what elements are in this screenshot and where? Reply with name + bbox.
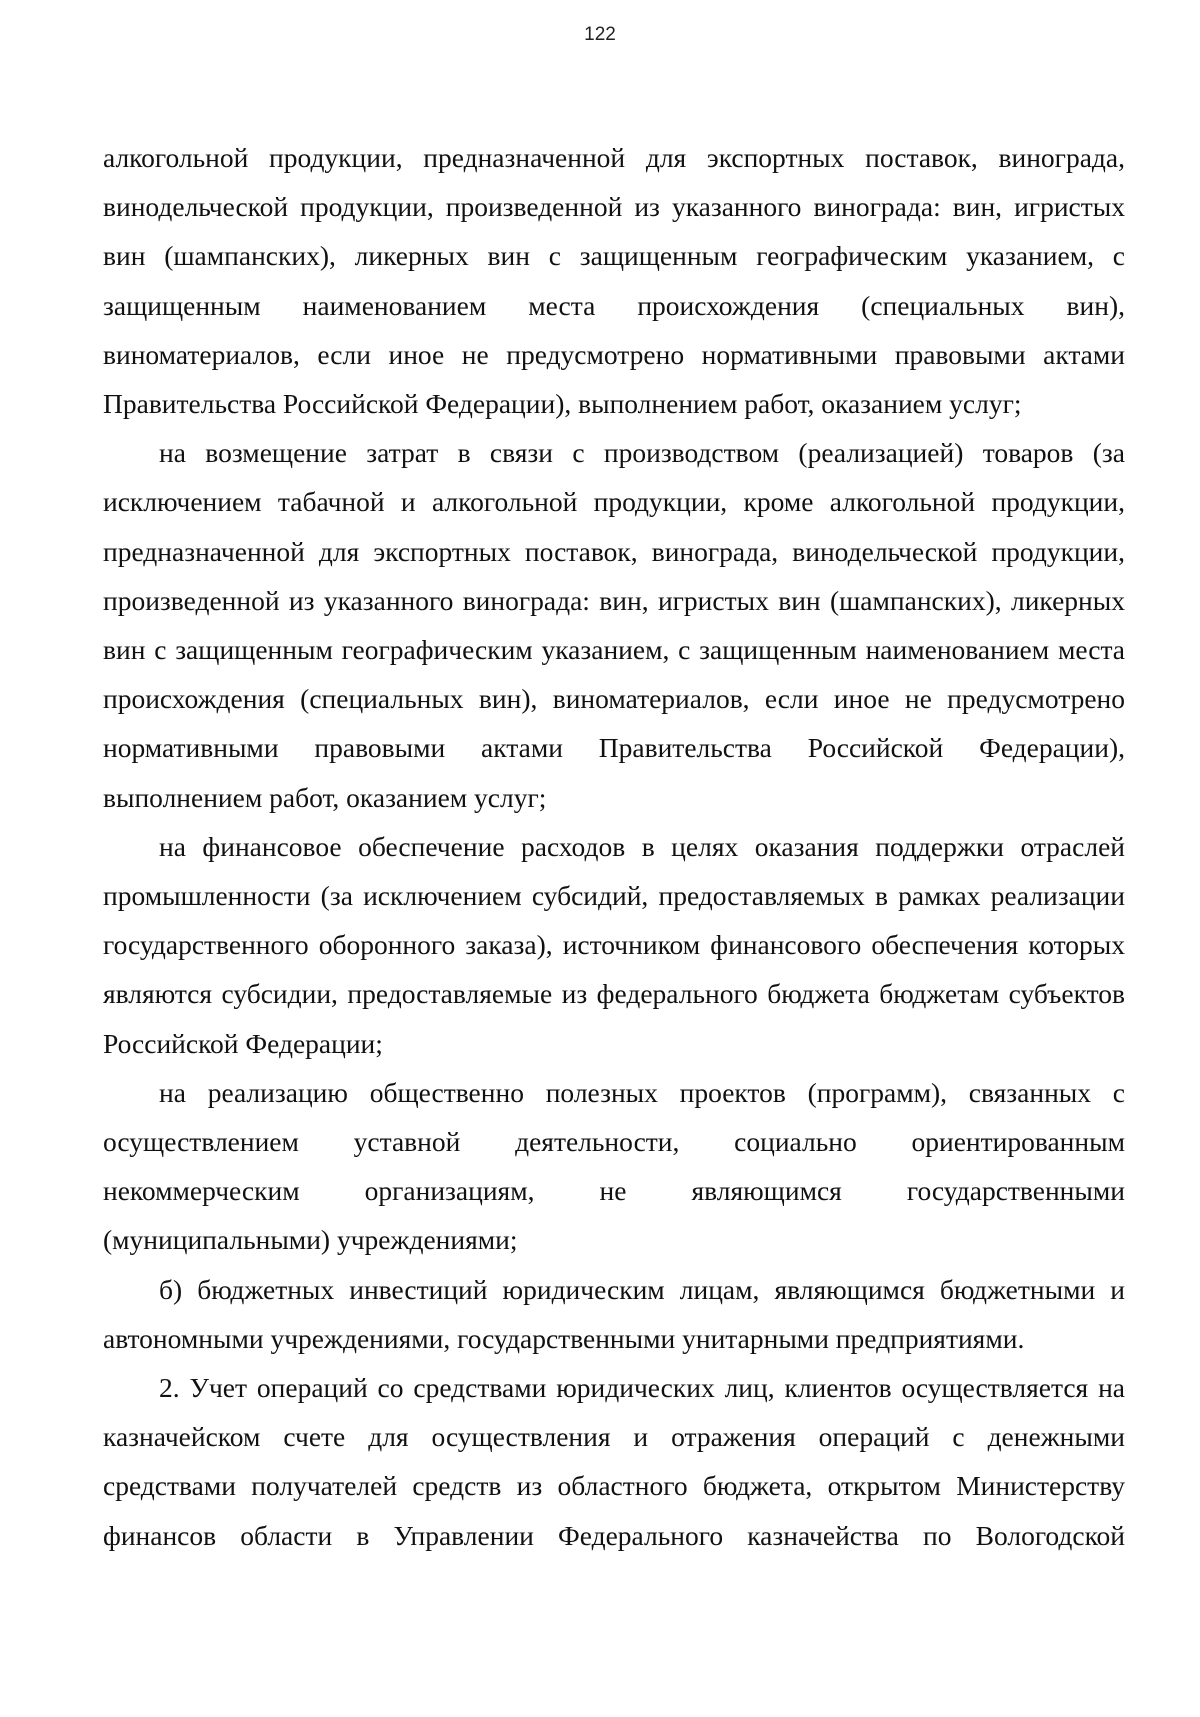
page-number: 122: [584, 24, 616, 45]
paragraph-budget-investments: б) бюджетных инвестиций юридическим лицам, являющимся бюджетными и автономными учреждениями, государственными унитарными предприятиями.: [103, 1273, 1125, 1354]
document-body: [103, 133, 1125, 1560]
paragraph-industry-support: на финансовое обеспечение расходов в целях оказания поддержки отраслей промышленности (за исключением субсидий, предоставляемых в рамках реализации государственного оборонного заказа), источником финансового обеспечения которых являются субсидии, предоставляемые из федерального бюджета бюджетам субъектов Российской Федерации;: [103, 830, 1125, 1059]
paragraph-accounting-operations: 2. Учет операций со средствами юридических лиц, клиентов осуществляется на казначейском счете для осуществления и отражения операций с денежными средствами получателей средств из областного бюджета, открытом Министерству финансов области в Управлении Федерального казначейства по Вологодской: [103, 1372, 1125, 1551]
paragraph-reimbursement: на возмещение затрат в связи с производством (реализацией) товаров (за исключением табачной и алкогольной продукции, кроме алкогольной продукции, предназначенной для экспортных поставок, винограда, винодельческой продукции, произведенной из указанного винограда: вин, игристых вин (шампанских), ликерных вин с защищенным географическим указанием, с защищенным наименованием места происхождения (специальных вин), виноматериалов, если иное не предусмотрено нормативными правовыми актами Правительства Российской Федерации), выполнением работ, оказанием услуг;: [103, 437, 1125, 813]
paragraph-nonprofit-projects: на реализацию общественно полезных проектов (программ), связанных с осуществлением уставной деятельности, социально ориентированным некоммерческим организациям, не являющимся государственными (муниципальными) учреждениями;: [103, 1076, 1125, 1256]
paragraph-continuation: алкогольной продукции, предназначенной для экспортных поставок, винограда, винодельческой продукции, произведенной из указанного винограда: вин, игристых вин (шампанских), ликерных вин с защищенным географическим указанием, с защищенным наименованием места происхождения (специальных вин), виноматериалов, если иное не предусмотрено нормативными правовыми актами Правительства Российской Федерации), выполнением работ, оказанием услуг;: [103, 142, 1125, 420]
